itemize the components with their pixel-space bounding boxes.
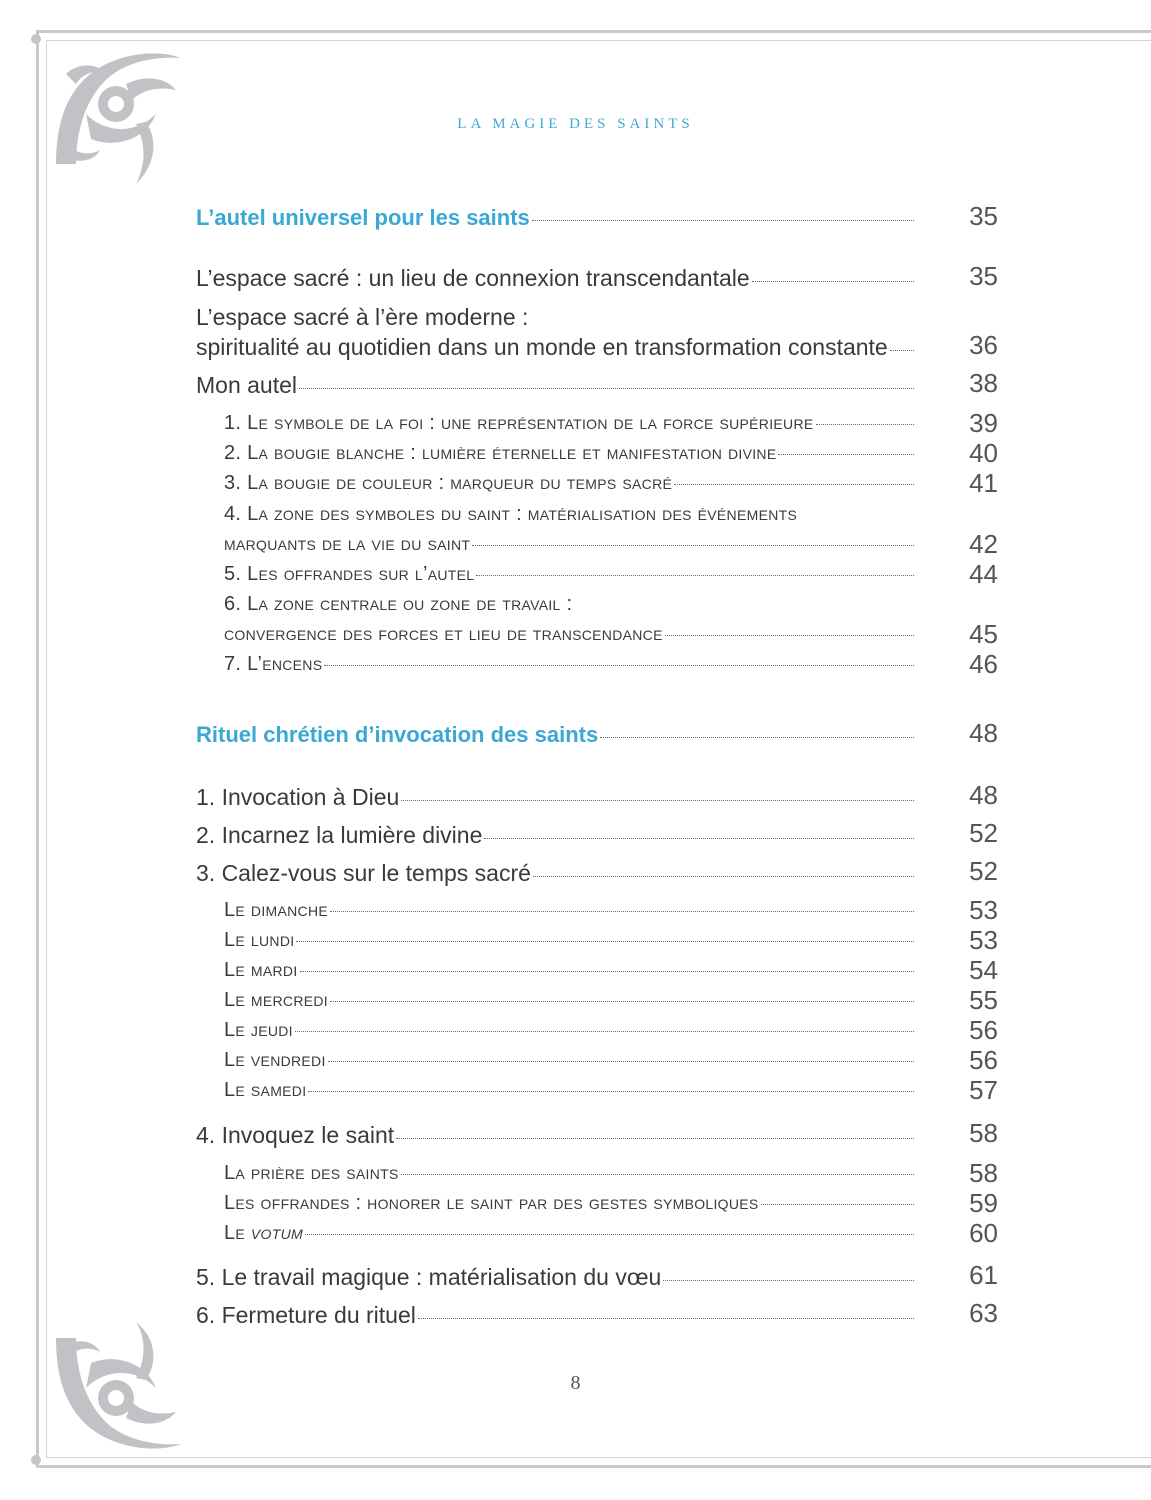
toc-entry-label: 3. Calez-vous sur le temps sacré [196, 860, 531, 886]
dot-leader [532, 220, 914, 221]
dot-leader [296, 941, 914, 942]
toc-entry [196, 372, 922, 406]
toc-page-number: 61 [969, 1260, 998, 1290]
toc-entry [224, 989, 922, 1023]
toc-entry [224, 1019, 922, 1053]
toc-entry [224, 442, 922, 476]
toc-page-number: 58 [969, 1118, 998, 1148]
dot-leader [665, 635, 914, 636]
toc-entry-label: Mon autel [196, 372, 298, 398]
toc-entry [196, 1302, 922, 1336]
dot-leader [396, 1138, 914, 1139]
toc-page-number: 36 [969, 330, 998, 360]
toc-entry-label: Le samedi [224, 1079, 307, 1101]
toc-entry-label: Le jeudi [224, 1019, 293, 1041]
dot-leader [330, 1001, 914, 1002]
toc-page-number: 44 [969, 559, 998, 589]
toc-entry [224, 1162, 922, 1196]
toc-page-number: 45 [969, 619, 998, 649]
toc-entry [196, 860, 922, 894]
dot-leader [816, 424, 915, 425]
toc-entry [224, 533, 922, 567]
dot-leader [328, 1061, 914, 1062]
toc-entry-label: La prière des saints [224, 1162, 399, 1184]
dot-leader [674, 484, 914, 485]
toc-page-number: 57 [969, 1075, 998, 1105]
toc-entry [224, 1192, 922, 1226]
dot-leader [305, 1234, 914, 1235]
toc-entry-label: 3. La bougie de couleur : marqueur du temps sacré [224, 472, 673, 494]
running-head: LA MAGIE DES SAINTS [457, 116, 694, 132]
toc-page-number: 55 [969, 985, 998, 1015]
dot-leader [472, 545, 914, 546]
toc-entry [196, 784, 922, 818]
dot-leader [533, 876, 914, 877]
toc-entry [196, 265, 922, 299]
toc-page-number: 52 [969, 856, 998, 886]
dot-leader [600, 737, 914, 738]
toc-entry [224, 653, 922, 687]
toc-page-number: 59 [969, 1188, 998, 1218]
toc-page-number: 58 [969, 1158, 998, 1188]
page-number: 8 [570, 1372, 581, 1394]
dot-leader [324, 665, 914, 666]
toc-entry [224, 412, 922, 446]
dot-leader [484, 838, 914, 839]
toc-entry [224, 623, 922, 657]
toc-entry-label: 4. Invoquez le saint [196, 1122, 395, 1148]
dot-leader [299, 388, 914, 389]
dot-leader [330, 911, 914, 912]
toc-entry [196, 1122, 922, 1156]
toc-page-number: 60 [969, 1218, 998, 1248]
toc-page-number: 52 [969, 818, 998, 848]
toc-entry-label: 7. L’encens [224, 653, 323, 675]
toc-entry [196, 1264, 922, 1298]
toc-entry-label: Les offrandes : honorer le saint par des gestes symboliques [224, 1192, 759, 1214]
toc-page-number: 53 [969, 925, 998, 955]
toc-entry-label: 1. Le symbole de la foi : une représentation de la force supérieure [224, 412, 814, 434]
dot-leader [401, 1174, 914, 1175]
toc-entry-label: Le vendredi [224, 1049, 326, 1071]
toc-entry [224, 1049, 922, 1083]
toc-page-number: 48 [969, 780, 998, 810]
toc-entry-label: 6. La zone centrale ou zone de travail : [224, 593, 573, 615]
toc-entry [224, 929, 922, 963]
toc-entry [196, 334, 922, 368]
frame-dot-top [31, 34, 41, 44]
toc-entry-label: Le mardi [224, 959, 298, 981]
toc-page-number: 56 [969, 1015, 998, 1045]
toc-entry [196, 822, 922, 856]
dot-leader [295, 1031, 914, 1032]
toc-entry [224, 593, 998, 627]
toc-entry-label: Le lundi [224, 929, 295, 951]
toc-page-number: 40 [969, 438, 998, 468]
toc-entry-label: Rituel chrétien d’invocation des saints [196, 722, 599, 747]
dot-leader [418, 1318, 914, 1319]
toc-entry-label: Le dimanche [224, 899, 328, 921]
toc-entry [224, 899, 922, 933]
toc-page-number: 48 [969, 718, 998, 748]
dot-leader [752, 281, 914, 282]
toc-entry-label: 6. Fermeture du rituel [196, 1302, 416, 1328]
toc-entry-label: 1. Invocation à Dieu [196, 784, 400, 810]
toc-entry-label: 2. La bougie blanche : lumière éternelle et manifestation divine [224, 442, 777, 464]
dot-leader [308, 1091, 914, 1092]
toc-entry-label: L’espace sacré : un lieu de connexion transcendantale [196, 265, 750, 291]
toc-entry [196, 205, 922, 239]
toc-entry-label: Le mercredi [224, 989, 328, 1011]
toc-page-number: 39 [969, 408, 998, 438]
toc-page-number: 63 [969, 1298, 998, 1328]
toc-entry-label: L’autel universel pour les saints [196, 205, 530, 230]
dot-leader [890, 350, 914, 351]
toc-entry [196, 722, 922, 756]
toc-entry [224, 472, 922, 506]
toc-page-number: 46 [969, 649, 998, 679]
dot-leader [663, 1280, 914, 1281]
toc-page-number: 35 [969, 261, 998, 291]
toc-page-number: 56 [969, 1045, 998, 1075]
toc-entry [224, 563, 922, 597]
toc-entry-label: L’espace sacré à l’ère moderne : [196, 304, 529, 330]
dot-leader [300, 971, 914, 972]
toc-entry-label: marquants de la vie du saint [224, 533, 471, 555]
dot-leader [761, 1204, 914, 1205]
toc-entry [196, 304, 998, 338]
toc-entry-label: convergence des forces et lieu de transcendance [224, 623, 663, 645]
toc-entry-label: 5. Les offrandes sur l’autel [224, 563, 475, 585]
dot-leader [476, 575, 914, 576]
toc-entry [224, 503, 998, 537]
toc-entry [224, 959, 922, 993]
toc-page-number: 42 [969, 529, 998, 559]
dot-leader [401, 800, 914, 801]
toc-entry [224, 1079, 922, 1113]
toc-entry-label: Le votum [224, 1222, 303, 1244]
toc-entry-label: spiritualité au quotidien dans un monde en transformation constante [196, 334, 888, 360]
toc-page-number: 54 [969, 955, 998, 985]
toc-entry-label: 5. Le travail magique : matérialisation du vœu [196, 1264, 662, 1290]
frame-dot-bottom [31, 1455, 41, 1465]
toc-page-number: 38 [969, 368, 998, 398]
toc-page-number: 41 [969, 468, 998, 498]
toc-entry [224, 1222, 922, 1256]
dot-leader [778, 454, 914, 455]
toc-entry-label: 2. Incarnez la lumière divine [196, 822, 483, 848]
toc-page-number: 53 [969, 895, 998, 925]
toc-page-number: 35 [969, 201, 998, 231]
toc-entry-label: 4. La zone des symboles du saint : matérialisation des événements [224, 503, 798, 525]
